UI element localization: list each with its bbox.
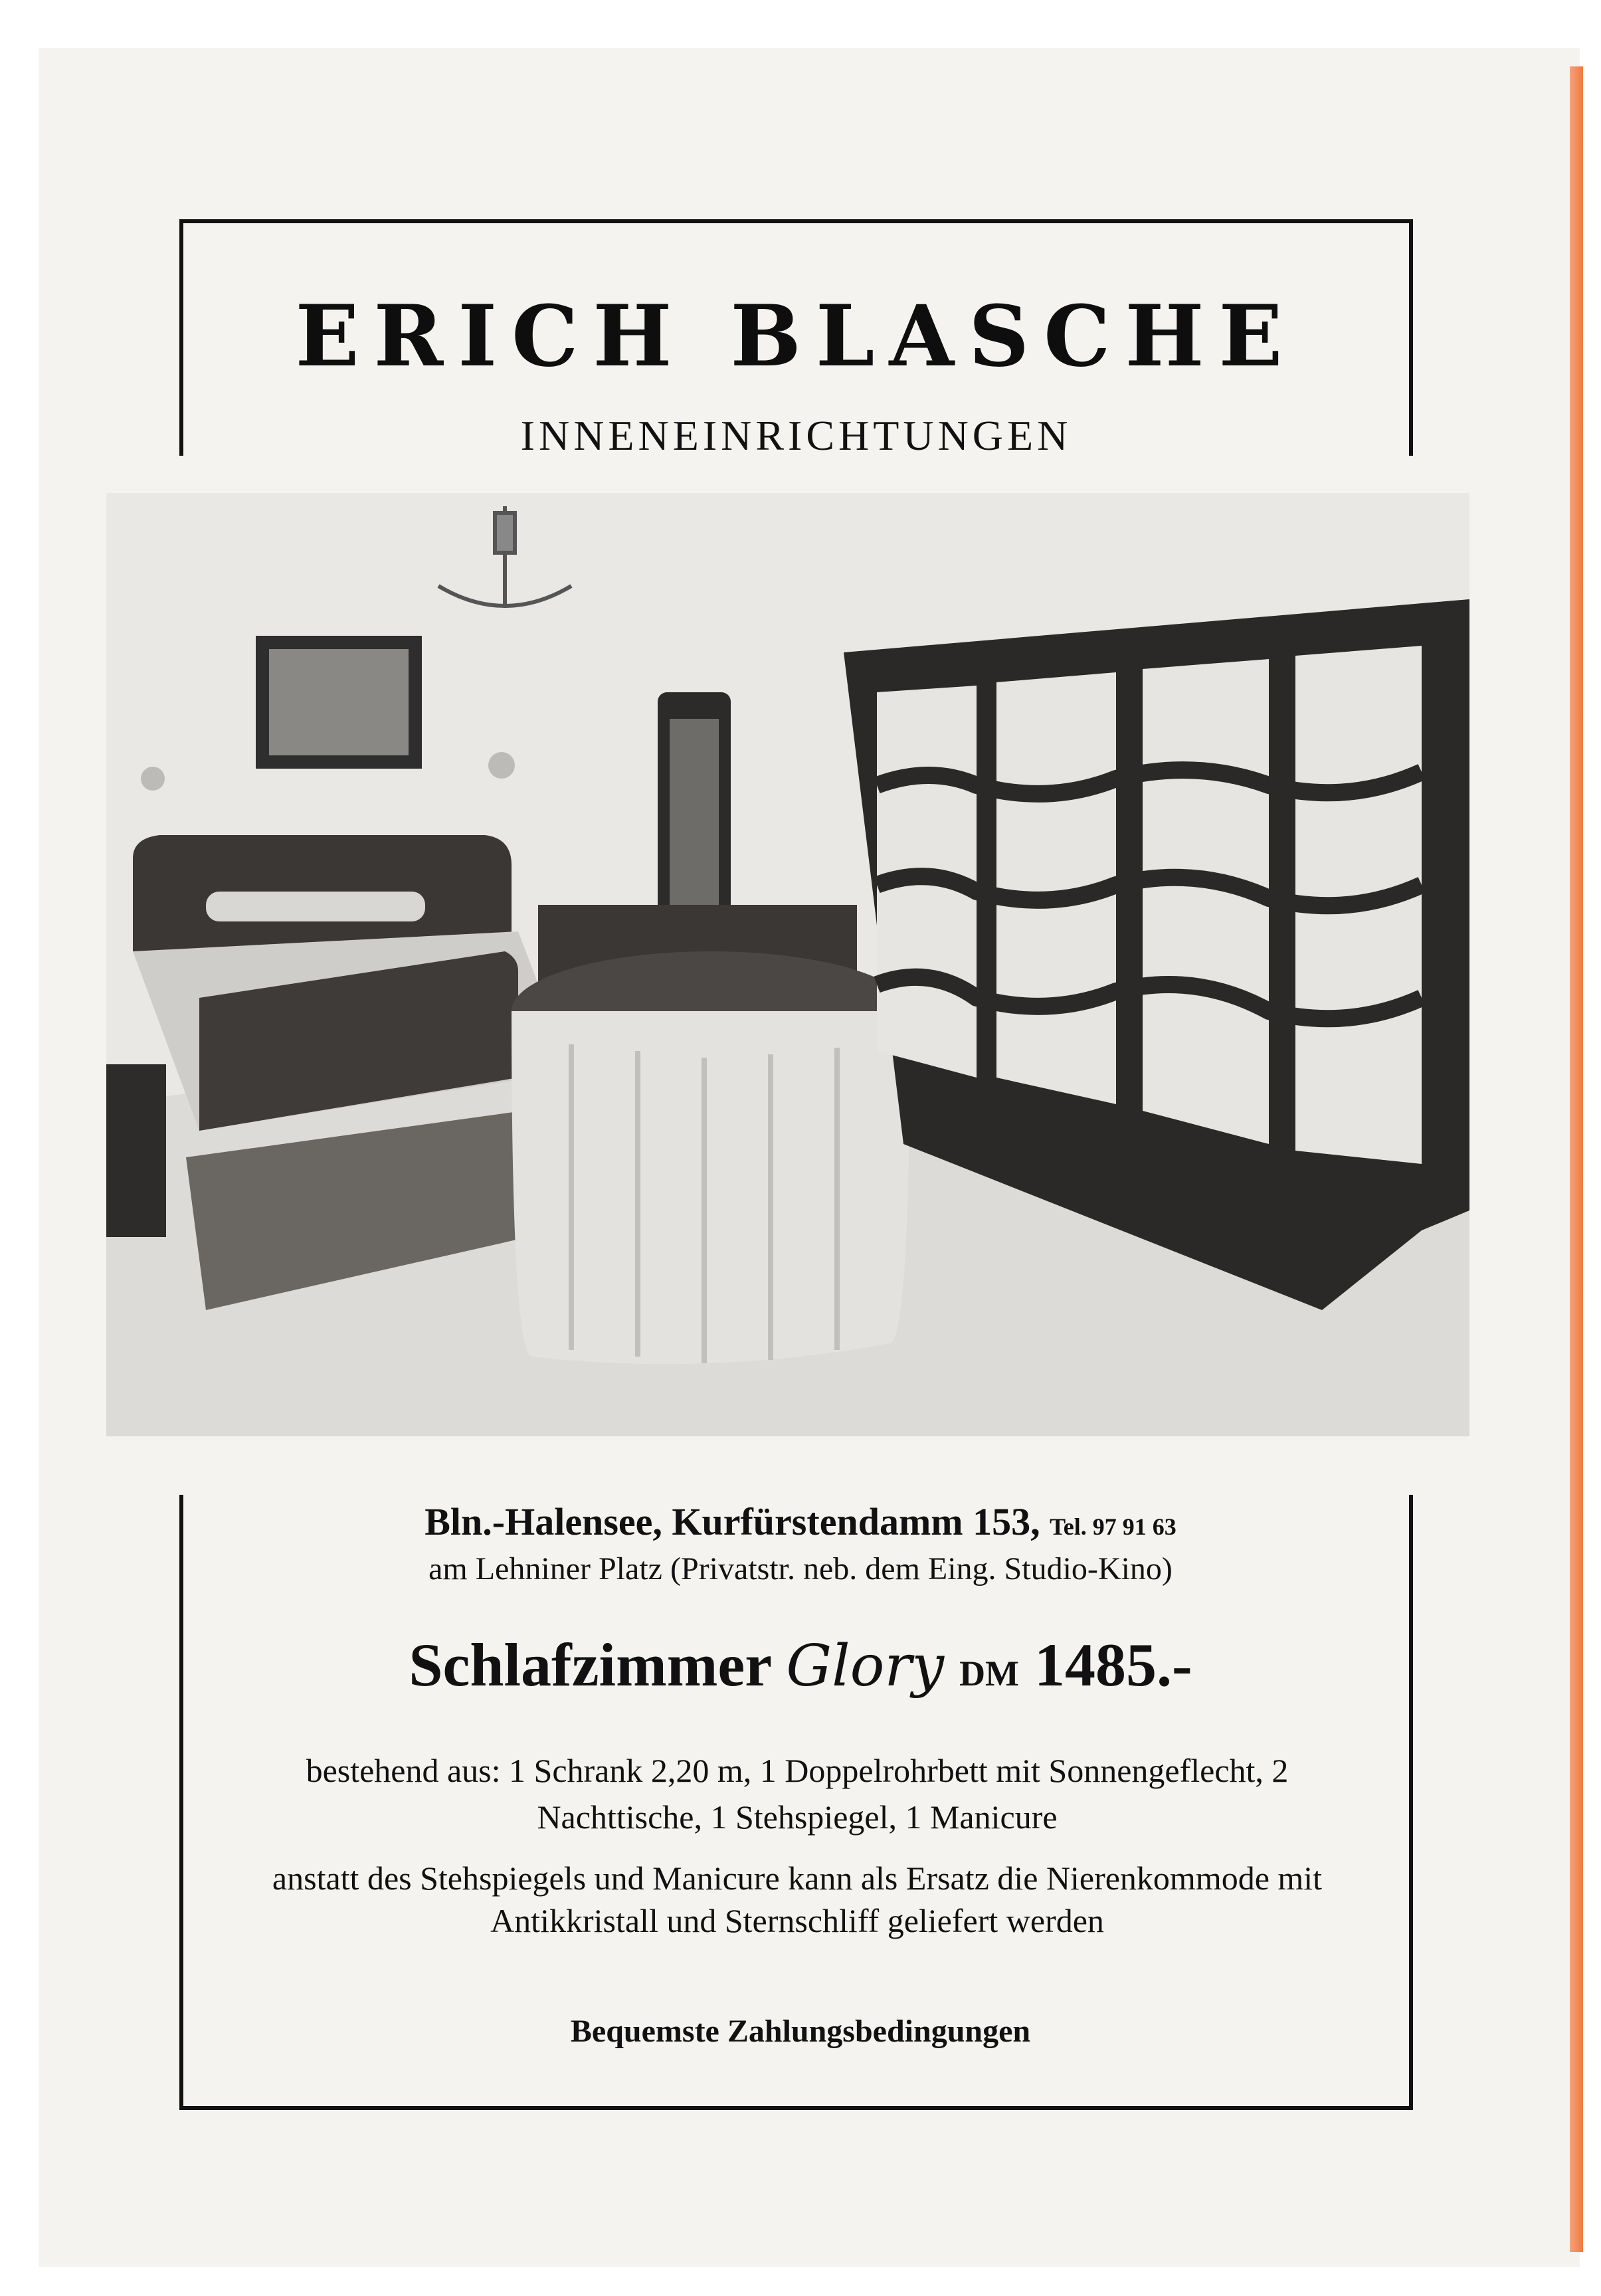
offer-alternative: anstatt des Stehspiegels und Manicure kann als Ersatz die Nierenkommode mit Antikkristall und Sternschliff geliefert werden — [272, 1860, 1323, 1939]
price: 1485.- — [1034, 1631, 1192, 1699]
orange-page-edge — [1570, 66, 1583, 2252]
phone-number: Tel. 97 91 63 — [1050, 1513, 1177, 1540]
address-line-1 — [0, 1500, 1601, 1543]
model-name: Glory — [786, 1633, 945, 1699]
address-line-2: am Lehniner Platz (Privatstr. neb. dem Eing. Studio-Kino) — [428, 1551, 1173, 1586]
street-address: Bln.-Halensee, Kurfürstendamm 153, — [424, 1500, 1040, 1543]
company-tagline: INNENEINRICHTUNGEN — [520, 412, 1072, 459]
offer-headline — [0, 1631, 1601, 1699]
bedroom-furniture-photo — [106, 493, 1469, 1436]
payment-terms: Bequemste Zahlungsbedingungen — [570, 2014, 1031, 2049]
header-frame — [179, 219, 1413, 459]
offer-description: bestehend aus: 1 Schrank 2,20 m, 1 Doppelrohrbett mit Sonnengeflecht, 2 Nachttische, 1 Stehspiegel, 1 Manicure — [306, 1752, 1289, 1836]
currency: DM — [959, 1654, 1020, 1693]
product-name: Schlafzimmer — [409, 1631, 771, 1699]
company-name: ERICH BLASCHE — [295, 287, 1297, 385]
